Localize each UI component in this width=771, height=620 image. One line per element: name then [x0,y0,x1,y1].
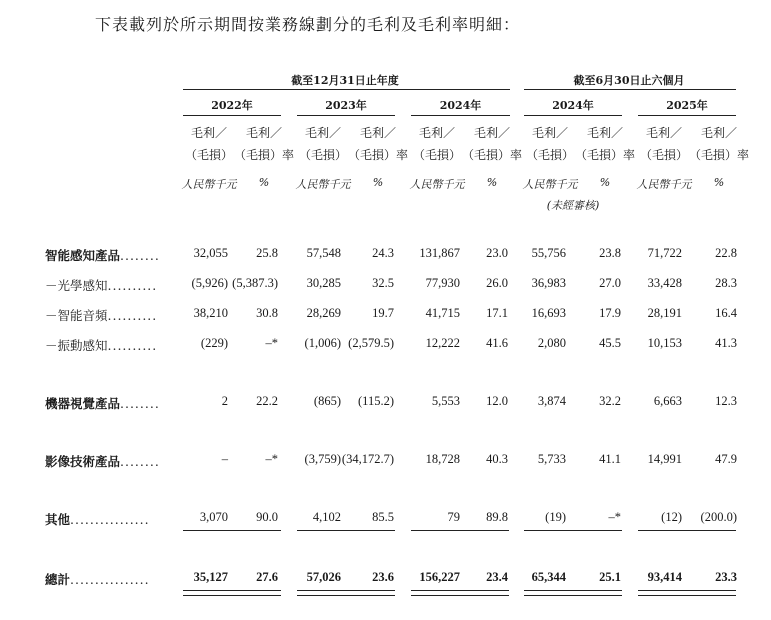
table-cell: 41.3 [715,336,737,350]
table-cell: (865) [313,394,341,408]
table-cell: 71,722 [647,246,682,260]
table-cell: 41.1 [599,452,621,466]
subtotal-rule [411,530,509,531]
table-cell: 25.8 [256,246,278,260]
table-cell: 2 [221,394,228,408]
table-cell: –* [608,510,621,524]
year-header-2023: 2023年 [325,99,367,112]
intro-text: 下表載列於所示期間按業務線劃分的毛利及毛利率明細： [95,15,521,34]
row-label-text: －光學感知 [45,278,108,293]
table-cell: 32.5 [372,276,394,290]
table-cell: 22.2 [256,394,278,408]
table-cell: 93,414 [647,570,682,584]
row-label-text: 總計 [45,572,71,587]
col-header-line1: 毛利／ [304,126,341,140]
group-rule-six-months [524,89,736,90]
row-label-text: 智能感知產品 [45,248,121,263]
table-cell: (2,579.5) [348,336,394,350]
unit-amount: 人民幣千元 [522,178,578,191]
table-cell: (12) [661,510,682,524]
table-cell: 55,756 [531,246,566,260]
table-cell: (3,759) [304,452,341,466]
table-cell: 40.3 [486,452,508,466]
table-cell: 23.4 [486,570,508,584]
table-cell: 77,930 [425,276,460,290]
table-cell: 16,693 [531,306,566,320]
table-cell: 23.6 [372,570,394,584]
row-label [45,246,160,264]
table-cell: 89.8 [486,510,508,524]
table-cell: 57,026 [306,570,341,584]
row-label [45,570,150,588]
row-label [45,510,150,528]
year-rule-2024-6m [524,115,622,116]
table-cell: 65,344 [531,570,566,584]
row-label-dots: .......... [107,338,158,353]
table-cell: –* [265,336,278,350]
table-cell: 25.1 [599,570,621,584]
table-cell: 23.3 [715,570,737,584]
table-cell: 79 [447,510,460,524]
subtotal-rule [297,530,395,531]
col-header-line2: （毛損）率 [234,148,295,162]
table-cell: 12.3 [715,394,737,408]
year-header-2022: 2022年 [211,99,253,112]
unit-amount: 人民幣千元 [409,178,465,191]
subtotal-rule [524,530,622,531]
table-cell: 12.0 [486,394,508,408]
row-label-dots: ................ [70,512,150,527]
table-cell: (5,387.3) [232,276,278,290]
col-header-line1: 毛利／ [645,126,682,140]
row-label-dots: ........ [120,454,160,469]
unit-percent: % [599,176,611,189]
table-cell: 2,080 [537,336,566,350]
table-cell: 22.8 [715,246,737,260]
table-cell: 18,728 [425,452,460,466]
table-cell: 156,227 [419,570,460,584]
unit-amount: 人民幣千元 [295,178,351,191]
col-header-line2: （毛損） [525,148,574,162]
table-cell: 45.5 [599,336,621,350]
year-rule-2022 [183,115,281,116]
total-double-rule [297,590,395,596]
table-cell: (34,172.7) [341,452,394,466]
row-label [45,276,157,294]
table-cell: (115.2) [358,394,394,408]
year-header-2024-6m: 2024年 [552,99,594,112]
table-cell: 32.2 [599,394,621,408]
table-cell: 36,983 [531,276,566,290]
col-header-line2: （毛損） [412,148,461,162]
year-header-2024: 2024年 [439,99,482,112]
row-label-text: 影像技術產品 [45,454,121,469]
table-cell: 23.8 [599,246,621,260]
col-header-line2: （毛損）率 [348,148,409,162]
row-label-dots: .......... [107,278,158,293]
unaudited-note: (未經審核) [546,199,600,212]
table-cell: 3,874 [537,394,566,408]
table-cell: 4,102 [312,510,341,524]
total-double-rule [411,590,509,596]
table-cell: 90.0 [256,510,278,524]
table-cell: 5,733 [537,452,566,466]
total-double-rule [183,590,281,596]
table-cell: 47.9 [715,452,737,466]
total-double-rule [524,590,622,596]
table-cell: 10,153 [647,336,682,350]
unit-percent: % [258,176,270,189]
col-header-line1: 毛利／ [245,126,282,140]
subtotal-rule [638,530,736,531]
col-header-line2: （毛損） [184,148,233,162]
year-header-2025-6m: 2025年 [666,99,708,112]
table-cell: 32,055 [193,246,228,260]
col-header-line1: 毛利／ [531,126,568,140]
table-cell: 19.7 [372,306,394,320]
table-cell: 16.4 [715,306,737,320]
col-header-line2: （毛損） [298,148,347,162]
table-cell: 17.9 [599,306,621,320]
row-label [45,336,157,354]
row-label-dots: ................ [70,572,150,587]
col-header-line1: 毛利／ [359,126,396,140]
table-cell: 3,070 [199,510,228,524]
col-header-line2: （毛損） [639,148,688,162]
table-cell: 85.5 [372,510,394,524]
table-cell: 28,269 [306,306,341,320]
table-cell: 27.6 [256,570,278,584]
table-cell: 57,548 [306,246,341,260]
col-header-line2: （毛損）率 [575,148,636,162]
table-cell: –* [265,452,278,466]
table-cell: 41,715 [425,306,460,320]
year-rule-2023 [297,115,395,116]
table-cell: 28,191 [647,306,682,320]
col-header-line1: 毛利／ [586,126,623,140]
row-label-text: －振動感知 [45,338,108,353]
subtotal-rule [183,530,281,531]
col-header-line1: 毛利／ [418,126,455,140]
col-header-line2: （毛損）率 [462,148,523,162]
table-cell: 23.0 [486,246,508,260]
table-cell: 35,127 [193,570,228,584]
table-cell: 30,285 [306,276,341,290]
row-label-text: 機器視覺產品 [45,396,121,411]
table-cell: – [221,452,228,466]
year-rule-2025-6m [638,115,736,116]
table-cell: 14,991 [647,452,682,466]
col-header-line1: 毛利／ [473,126,510,140]
group-header-six-months: 截至6月30日止六個月 [573,74,685,87]
row-label-text: 其他 [45,512,71,527]
table-cell: (229) [200,336,228,350]
table-cell: 131,867 [419,246,460,260]
table-cell: 26.0 [486,276,508,290]
table-cell: 12,222 [425,336,460,350]
table-cell: 38,210 [193,306,228,320]
table-cell: 41.6 [486,336,508,350]
group-header-fiscal-year: 截至12月31日止年度 [291,74,399,87]
table-cell: (5,926) [191,276,228,290]
table-cell: (19) [545,510,566,524]
row-label-dots: ........ [120,396,160,411]
table-cell: 28.3 [715,276,737,290]
col-header-line1: 毛利／ [190,126,227,140]
table-cell: 33,428 [647,276,682,290]
total-double-rule [638,590,736,596]
unit-percent: % [713,176,725,189]
table-cell: 24.3 [372,246,394,260]
group-rule-fiscal-year [183,89,510,90]
row-label-text: －智能音頻 [45,308,108,323]
table-cell: 5,553 [431,394,460,408]
col-header-line2: （毛損）率 [689,148,750,162]
table-cell: 17.1 [486,306,508,320]
row-label [45,306,157,324]
unit-amount: 人民幣千元 [636,178,692,191]
table-cell: 6,663 [653,394,682,408]
unit-amount: 人民幣千元 [181,178,237,191]
year-rule-2024 [411,115,510,116]
table-cell: 30.8 [256,306,278,320]
row-label-dots: .......... [107,308,158,323]
table-cell: (1,006) [304,336,341,350]
row-label [45,452,160,470]
row-label [45,394,160,412]
unit-percent: % [486,176,498,189]
col-header-line1: 毛利／ [700,126,737,140]
unit-percent: % [372,176,384,189]
row-label-dots: ........ [120,248,160,263]
table-cell: 27.0 [599,276,621,290]
table-cell: (200.0) [700,510,737,524]
